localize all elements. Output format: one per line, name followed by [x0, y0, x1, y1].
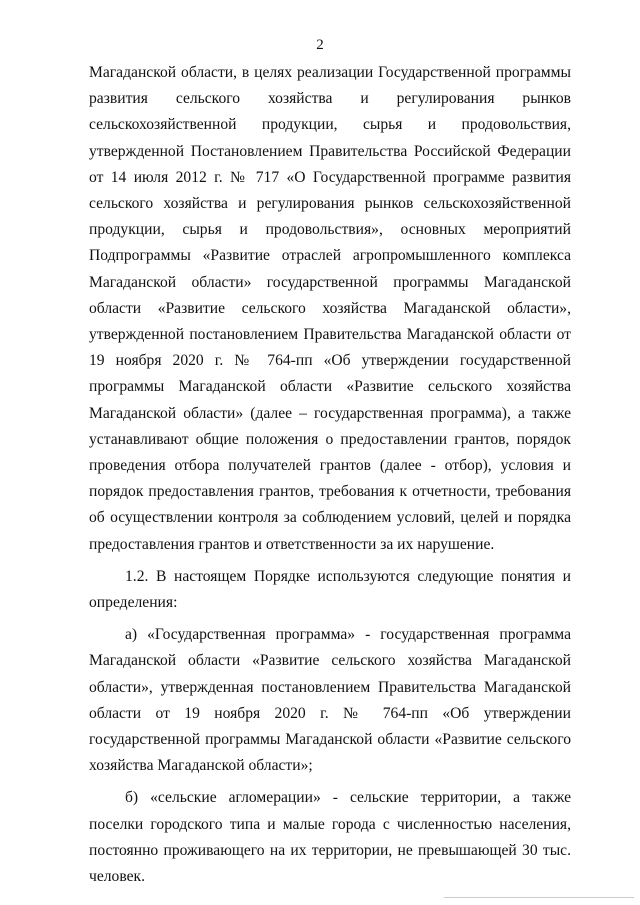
- document-body: [89, 60, 571, 890]
- paragraph-definition-state-program: а) «Государственная программа» - государственная программа Магаданской области «Развитие сельского хозяйства Магаданской области», утвержденная постановлением Правительства Магаданской области от 19 ноября 2020 г. № 764-пп «Об утверждении государственной программы Магаданской области «Развитие сельского хозяйства Магаданской области»;: [89, 626, 571, 775]
- paragraph-purpose: Магаданской области, в целях реализации Государственной программы развития сельского хозяйства и регулирования рынков сельскохозяйственной продукции, сырья и продовольствия, утвержденной Постановлением Правительства Российской Федерации от 14 июля 2012 г. № 717 «О Государственной программе развития сельского хозяйства и регулирования рынков сельскохозяйственной продукции, сырья и продовольствия», основных мероприятий Подпрограммы «Развитие отраслей агропромышленного комплекса Магаданской области» государственной программы Магаданской области «Развитие сельского хозяйства Магаданской области», утвержденной постановлением Правительства Магаданской области от 19 ноября 2020 г. № 764-пп «Об утверждении государственной программы Магаданской области «Развитие сельского хозяйства Магаданской области» (далее – государственная программа), а также устанавливают общие положения о предоставлении грантов, порядок проведения отбора получателей грантов (далее - отбор), условия и порядок предоставления грантов, требования к отчетности, требования об осуществлении контроля за соблюдением условий, целей и порядка предоставления грантов и ответственности за их нарушение.: [89, 64, 571, 553]
- paragraph-definition-rural-agglomerations: б) «сельские агломерации» - сельские территории, а также поселки городского типа и малые города с численностью населения, постоянно проживающего на их территории, не превышающей 30 тыс. человек.: [89, 789, 571, 886]
- scan-edge-mark: [444, 897, 634, 903]
- paragraph-definitions-intro: 1.2. В настоящем Порядке используются следующие понятия и определения:: [89, 567, 571, 612]
- page-number: 2: [316, 37, 324, 53]
